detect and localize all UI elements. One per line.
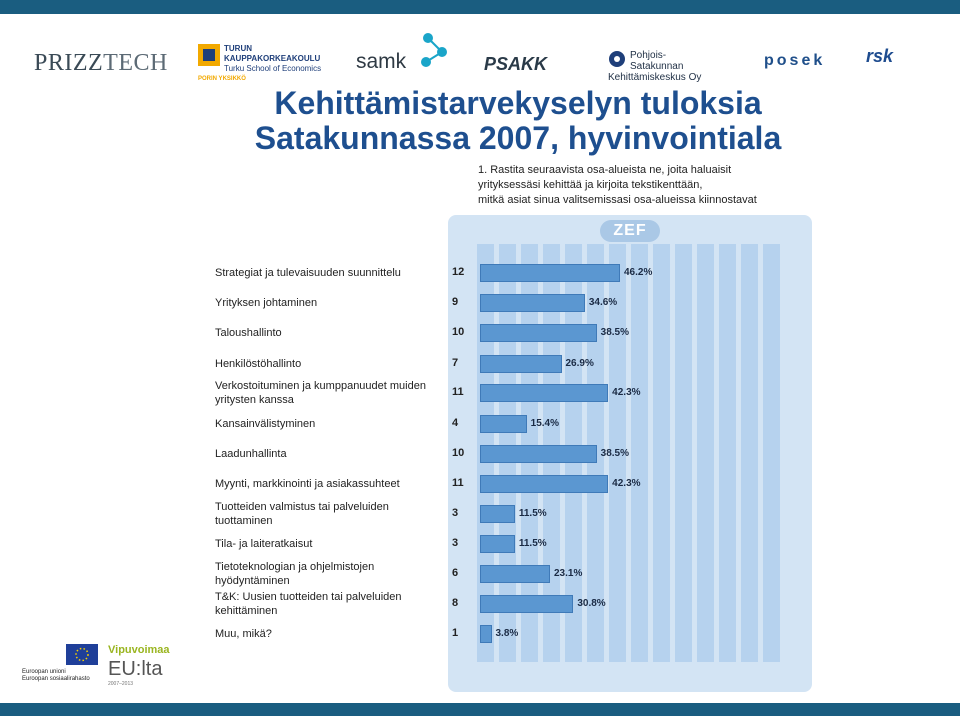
- vipuvoimaa-logo: [108, 644, 170, 687]
- response-count: 12: [452, 266, 465, 278]
- grid-column: [675, 244, 692, 662]
- category-label: [215, 447, 455, 461]
- category-label-line: Strategiat ja tulevaisuuden suunnittelu: [215, 267, 401, 279]
- bar: [480, 294, 585, 312]
- turku-line-2: Turku School of Economics: [224, 64, 322, 73]
- category-label: [215, 379, 455, 407]
- page-title: [238, 86, 798, 156]
- prizztech-logo-a: PRIZZ: [34, 50, 104, 76]
- value-label: 38.5%: [600, 448, 630, 459]
- category-label: [215, 417, 455, 431]
- category-label-line: T&K: Uusien tuotteiden tai palveluiden: [215, 591, 402, 603]
- value-label: 11.5%: [518, 538, 547, 549]
- value-label: 11.5%: [518, 508, 547, 519]
- category-label-line: yritysten kanssa: [215, 394, 294, 406]
- samk-logo: samk: [356, 50, 407, 73]
- category-label: [215, 627, 455, 641]
- category-label-line: Verkostoituminen ja kumppanuudet muiden: [215, 380, 426, 392]
- value-label: 34.6%: [588, 297, 618, 308]
- response-count: 8: [452, 597, 459, 609]
- category-label-line: Kansainvälistyminen: [215, 418, 316, 430]
- samk-dots-icon: [418, 32, 452, 70]
- response-count: 10: [452, 326, 465, 338]
- category-label: [215, 266, 455, 280]
- category-label-line: Tuotteiden valmistus tai palveluiden: [215, 501, 389, 513]
- bar: [480, 264, 620, 282]
- category-label: [215, 326, 455, 340]
- grid-column: [763, 244, 780, 662]
- grid-column: [697, 244, 714, 662]
- eu-line-2: Euroopan sosiaalirahasto: [22, 676, 90, 682]
- survey-question: [478, 163, 808, 208]
- response-count: 4: [452, 417, 459, 429]
- value-label: 38.5%: [600, 327, 630, 338]
- category-label-line: Muu, mikä?: [215, 628, 272, 640]
- bar: [480, 415, 527, 433]
- value-label: 3.8%: [495, 628, 519, 639]
- vipu-line-3: 2007–2013: [108, 681, 134, 687]
- top-band: [0, 0, 960, 14]
- question-line-2: yrityksessäsi kehittää ja kirjoita tekstikenttään,: [478, 179, 703, 191]
- category-label: [215, 560, 455, 588]
- value-label: 42.3%: [612, 387, 641, 398]
- logo-strip: [0, 28, 960, 86]
- category-label-line: Tila- ja laiteratkaisut: [215, 538, 313, 550]
- category-label: [215, 500, 455, 528]
- bar: [480, 384, 608, 402]
- psakk-logo: PSAKK: [484, 54, 548, 74]
- pohjois-satakunta-logo: [608, 50, 701, 83]
- response-count: 10: [452, 447, 465, 459]
- turku-school-logo: [198, 44, 325, 84]
- title-line-1: Kehittämistarvekyselyn tuloksia: [274, 85, 762, 121]
- vipu-line-1: Vipuvoimaa: [108, 644, 170, 656]
- grid-column: [631, 244, 648, 662]
- eu-line-1: Euroopan unioni: [22, 669, 66, 675]
- category-label-line: Yrityksen johtaminen: [215, 297, 318, 309]
- eu-stars-icon: [66, 644, 98, 665]
- title-line-2: Satakunnassa 2007, hyvinvointiala: [254, 120, 782, 156]
- turku-emblem-icon: [198, 44, 220, 66]
- response-count: 3: [452, 507, 459, 519]
- category-label-line: Laadunhallinta: [215, 448, 287, 460]
- bar: [480, 324, 597, 342]
- vipu-line-2: EU:lta: [108, 658, 163, 680]
- response-count: 6: [452, 567, 459, 579]
- category-label-line: hyödyntäminen: [215, 575, 290, 587]
- pohjois-line-2: Kehittämiskeskus Oy: [608, 72, 702, 83]
- eu-logo: [22, 644, 98, 683]
- value-label: 46.2%: [624, 267, 653, 278]
- bar: [480, 595, 573, 613]
- value-label: 26.9%: [565, 358, 594, 369]
- bottom-band: [0, 703, 960, 716]
- prizztech-logo-b: TECH: [103, 50, 168, 76]
- category-label-line: Myynti, markkinointi ja asiakassuhteet: [215, 478, 400, 490]
- value-label: 23.1%: [554, 568, 583, 579]
- category-label-line: Tietoteknologian ja ohjelmistojen: [215, 561, 375, 573]
- bar: [480, 505, 515, 523]
- value-label: 15.4%: [530, 418, 560, 429]
- prizztech-logo: [34, 50, 168, 77]
- bar: [480, 355, 562, 373]
- grid-column: [719, 244, 736, 662]
- bar: [480, 565, 550, 583]
- bar: [480, 625, 492, 643]
- response-count: 7: [452, 357, 459, 369]
- category-label: [215, 296, 455, 310]
- category-label-line: Henkilöstöhallinto: [215, 358, 302, 370]
- turku-line-3: PORIN YKSIKKÖ: [198, 76, 246, 82]
- response-count: 9: [452, 296, 459, 308]
- value-label: 42.3%: [612, 478, 641, 489]
- rsk-logo: rsk: [866, 46, 894, 66]
- turku-line-1: TURUN KAUPPAKORKEAKOULU: [224, 44, 321, 63]
- zef-badge: ZEF: [600, 220, 660, 242]
- response-count: 11: [452, 386, 464, 398]
- question-line-1: 1. Rastita seuraavista osa-alueista ne, joita haluaisit: [478, 164, 732, 176]
- grid-column: [653, 244, 670, 662]
- response-count: 1: [452, 627, 459, 639]
- response-count: 3: [452, 537, 459, 549]
- response-count: 11: [452, 477, 464, 489]
- pohjois-line-1: Pohjois-Satakunnan: [630, 50, 684, 72]
- category-label: [215, 590, 455, 618]
- bar: [480, 475, 608, 493]
- grid-column: [741, 244, 758, 662]
- posek-logo: posek: [764, 52, 826, 69]
- pohjois-emblem-icon: [608, 50, 626, 68]
- category-label: [215, 477, 455, 491]
- bar: [480, 535, 515, 553]
- category-label-line: kehittäminen: [215, 605, 278, 617]
- value-label: 30.8%: [577, 598, 606, 609]
- category-label: [215, 357, 455, 371]
- category-label: [215, 537, 455, 551]
- category-label-line: Taloushallinto: [215, 327, 282, 339]
- category-label-line: tuottaminen: [215, 515, 273, 527]
- bar: [480, 445, 597, 463]
- eu-flag-icon: [66, 644, 98, 665]
- question-line-3: mitkä asiat sinua valitsemissasi osa-alueissa kiinnostavat: [478, 194, 757, 206]
